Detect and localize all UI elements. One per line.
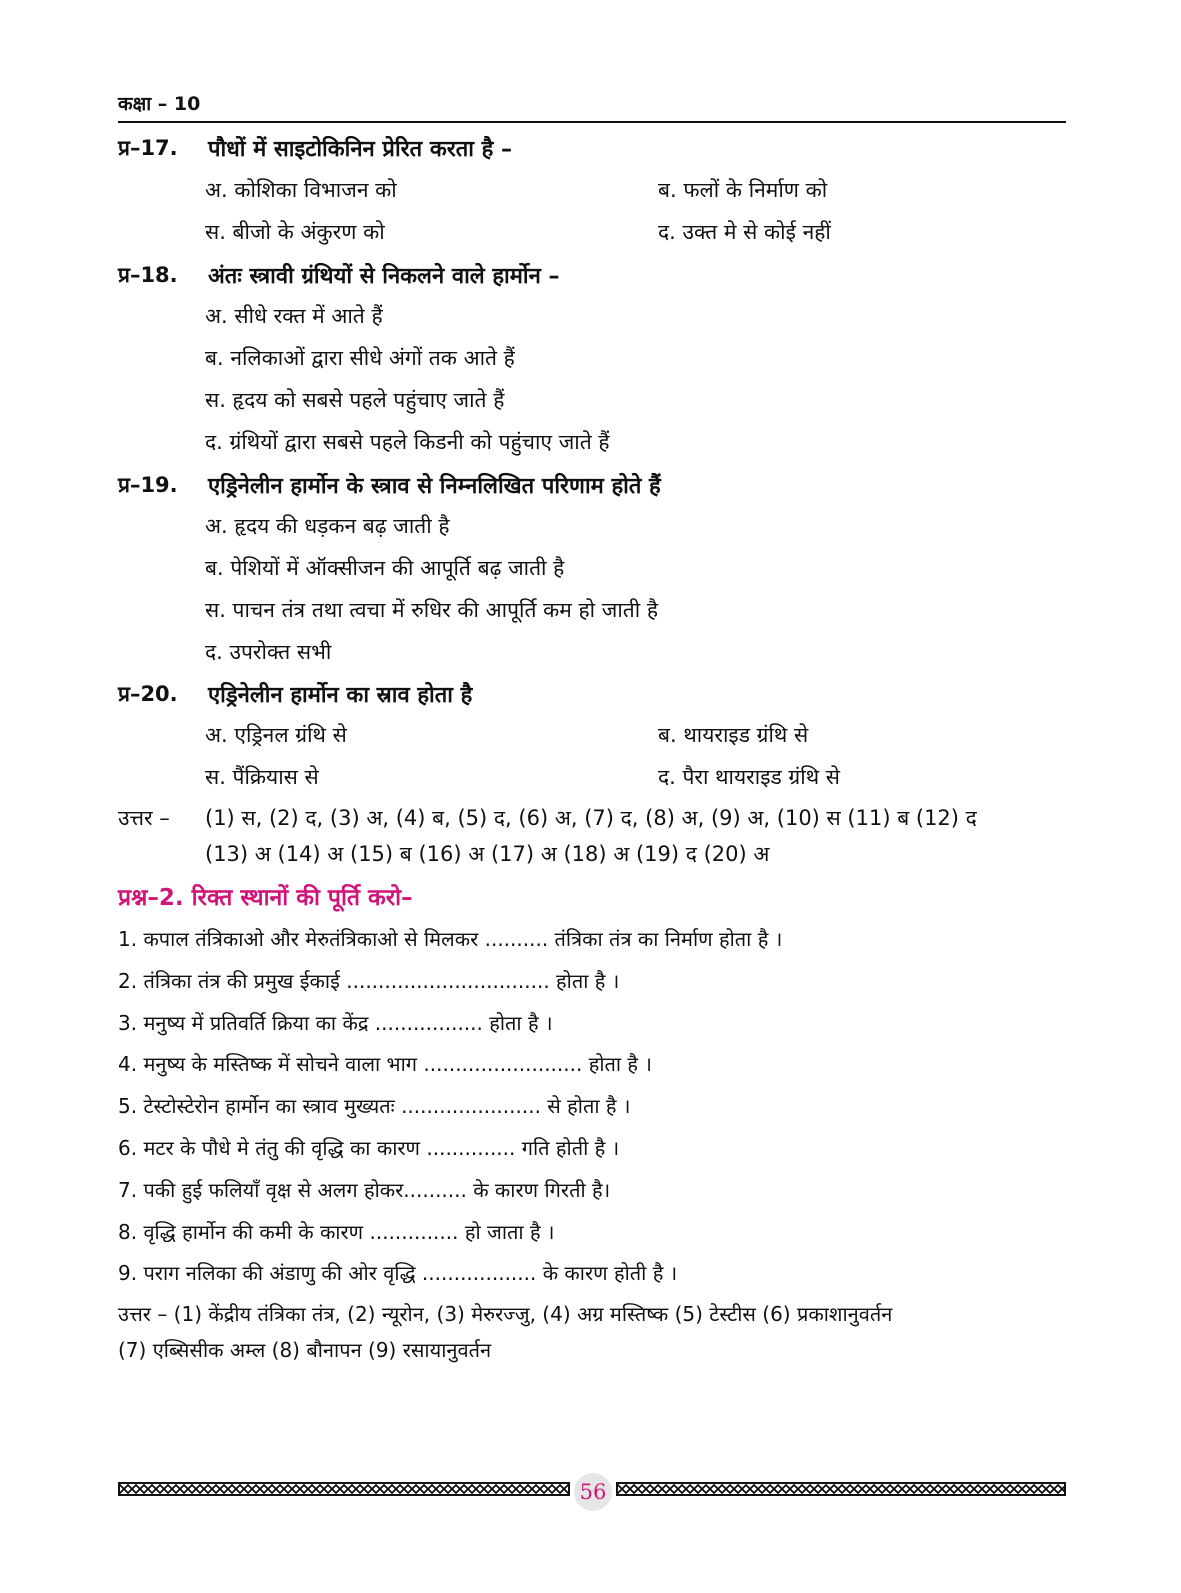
q19-option-a: अ. हृदय की धड़कन बढ़ जाती है [205,514,450,538]
q18-option-d: द. ग्रंथियों द्वारा सबसे पहले किडनी को पहुंचाए जाते हैं [205,430,610,454]
question-number-17: प्र–17. [118,136,178,160]
footer-ornament-right [616,1482,1066,1496]
fill-item-7: 7. पकी हुई फलियाँ वृक्ष से अलग होकर.......... के कारण गिरती है। [118,1178,611,1202]
q20-option-c: स. पैंक्रियास से [205,765,319,789]
section-2-title: प्रश्न–2. रिक्त स्थानों की पूर्ति करो– [118,885,413,911]
answers-line-2: (13) अ (14) अ (15) ब (16) अ (17) अ (18) अ (19) द (20) अ [205,842,770,866]
q17-option-c: स. बीजो के अंकुरण को [205,220,385,244]
page-footer [118,1473,1066,1505]
fill-item-5: 5. टेस्टोस्टेरोन हार्मोन का स्त्राव मुख्यतः ...................... से होता है । [118,1094,631,1118]
fill-item-6: 6. मटर के पौधे मे तंतु की वृद्धि का कारण .............. गति होती है । [118,1136,620,1160]
fill-item-2: 2. तंत्रिका तंत्र की प्रमुख ईकाई ................................ होता है । [118,969,620,993]
q19-option-d: द. उपरोक्त सभी [205,640,332,664]
question-number-19: प्र–19. [118,473,178,497]
answers2-line-1: उत्तर – (1) केंद्रीय तंत्रिका तंत्र, (2) न्यूरोन, (3) मेरुरज्जु, (4) अग्र मस्तिष्क (5) टेस्टीस (6) प्रकाशानुवर्तन [118,1302,893,1326]
fill-item-1: 1. कपाल तंत्रिकाओ और मेरुतंत्रिकाओ से मिलकर .......... तंत्रिका तंत्र का निर्माण होता है । [118,927,783,951]
fill-item-9: 9. पराग नलिका की अंडाणु की ओर वृद्धि .................. के कारण होती है । [118,1261,678,1285]
q18-option-a: अ. सीधे रक्त में आते हैं [205,304,383,328]
q18-option-c: स. हृदय को सबसे पहले पहुंचाए जाते हैं [205,388,505,412]
fill-item-3: 3. मनुष्य में प्रतिवर्ति क्रिया का केंद्र ................. होता है । [118,1011,553,1035]
q19-option-b: ब. पेशियों में ऑक्सीजन की आपूर्ति बढ़ जाती है [205,556,565,580]
fill-item-8: 8. वृद्धि हार्मोन की कमी के कारण .............. हो जाता है । [118,1220,555,1244]
q19-option-c: स. पाचन तंत्र तथा त्वचा में रुधिर की आपूर्ति कम हो जाती है [205,598,659,622]
q17-option-a: अ. कोशिका विभाजन को [205,178,397,202]
q20-option-b: ब. थायराइड ग्रंथि से [658,723,809,747]
question-text-18: अंतः स्त्रावी ग्रंथियों से निकलने वाले हार्मोन – [208,264,560,289]
q17-option-d: द. उक्त मे से कोई नहीं [658,220,831,244]
fill-item-4: 4. मनुष्य के मस्तिष्क में सोचने वाला भाग ......................... होता है । [118,1052,652,1076]
footer-ornament-left [118,1482,570,1496]
q20-option-a: अ. एड्रिनल ग्रंथि से [205,723,347,747]
answers-label: उत्तर – [118,806,170,830]
question-number-20: प्र–20. [118,682,178,706]
question-text-17: पौधों में साइटोकिनिन प्रेरित करता है – [208,137,512,162]
q17-option-b: ब. फलों के निर्माण को [658,178,828,202]
question-text-20: एड्रिनेलीन हार्मोन का स्राव होता है [208,683,473,708]
class-header: कक्षा – 10 [118,93,201,115]
question-text-19: एड्रिनेलीन हार्मोन के स्त्राव से निम्नलिखित परिणाम होते हैं [208,474,661,499]
page-number: 56 [574,1473,612,1511]
question-number-18: प्र–18. [118,263,178,287]
answers2-line-2: (7) एब्सिसीक अम्ल (8) बौनापन (9) रसायानुवर्तन [118,1338,492,1362]
q20-option-d: द. पैरा थायराइड ग्रंथि से [658,765,840,789]
q18-option-b: ब. नलिकाओं द्वारा सीधे अंगों तक आते हैं [205,346,515,370]
answers-line-1: (1) स, (2) द, (3) अ, (4) ब, (5) द, (6) अ, (7) द, (8) अ, (9) अ, (10) स (11) ब (12) द [205,806,977,830]
header-rule [118,121,1066,123]
